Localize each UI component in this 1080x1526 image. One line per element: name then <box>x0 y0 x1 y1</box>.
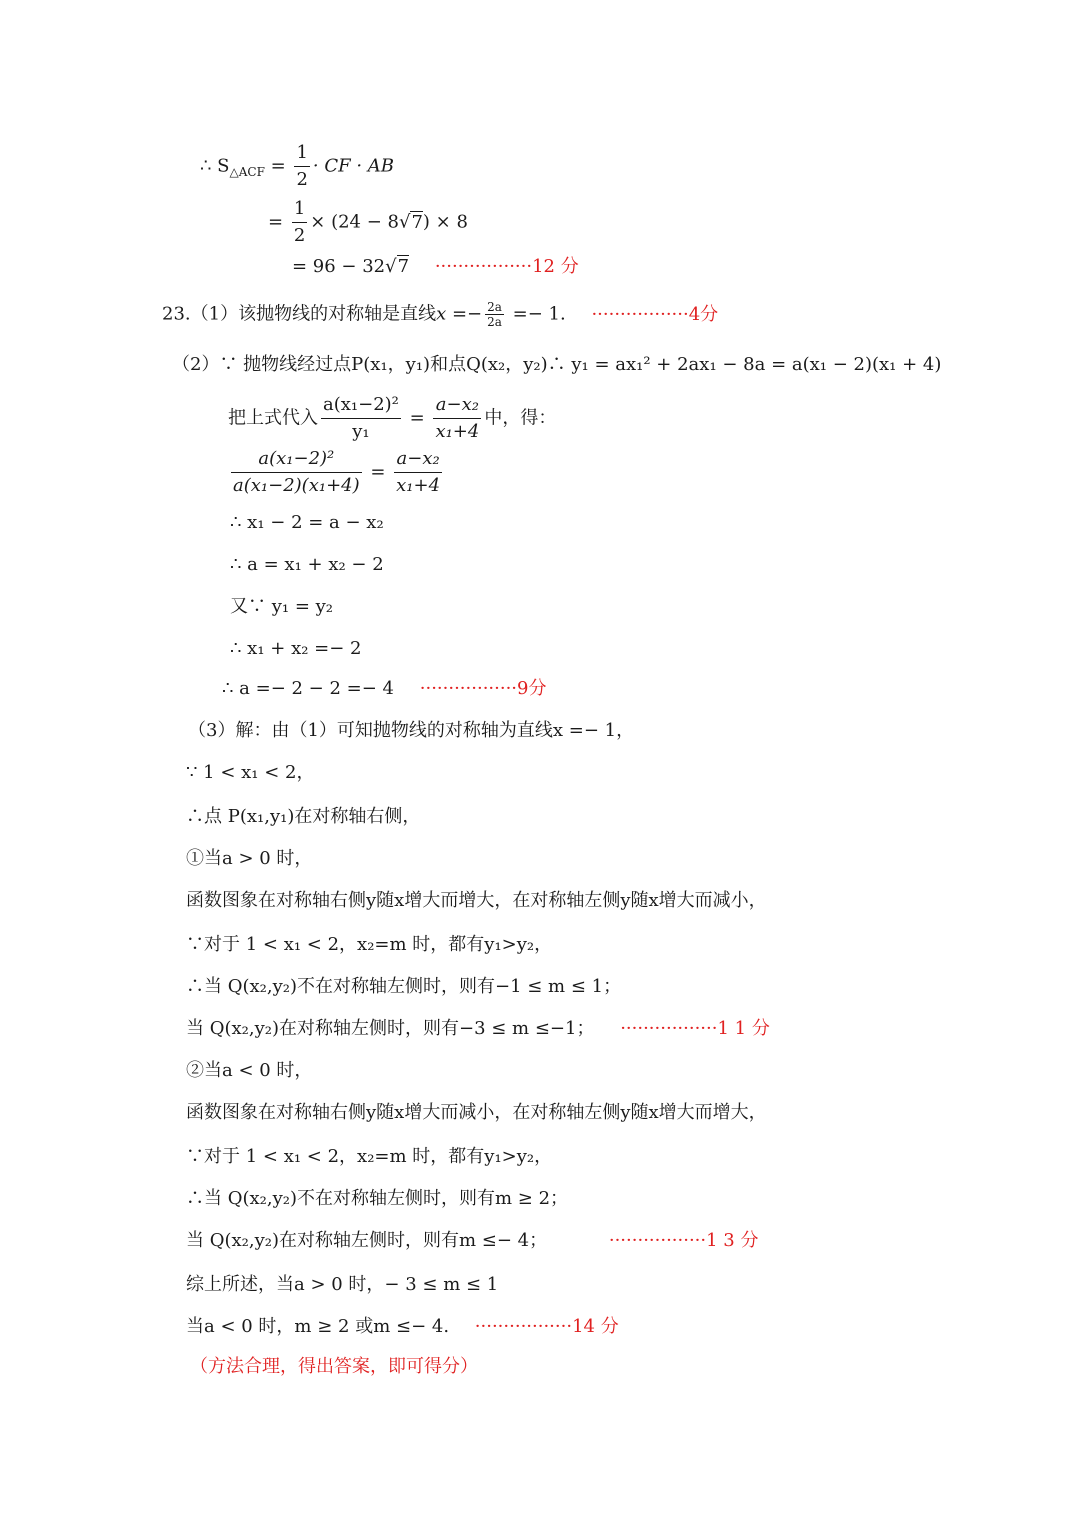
score-11: ·················1 1 分 <box>620 1018 770 1039</box>
score-9: ·················9分 <box>419 678 547 699</box>
sub-suffix: 中，得： <box>484 407 557 429</box>
p1-text: 23.（1）该抛物线的对称轴是直线 <box>162 303 437 325</box>
area-formula-line3: = 96 − 32√7 ·················12 分 <box>292 256 579 277</box>
p3-line-9: ②当a < 0 时， <box>186 1060 313 1081</box>
area-prefix: ∴ S <box>200 155 230 177</box>
fraction-half <box>294 140 309 193</box>
p3-line-6: ∵对于 1 < x₁ < 2，x₂=m 时，都有y₁>y₂， <box>186 934 553 955</box>
q23-part2-line: （2）∵ 抛物线经过点P(x₁，y₁)和点Q(x₂，y₂)∴ y₁ = ax₁² + 2ax₁ − 8a = a(x₁ − 2)(x₁ + 4) <box>172 354 942 375</box>
step-1: ∴ x₁ − 2 = a − x₂ <box>230 512 384 533</box>
step-5-text: ∴ a =− 2 − 2 =− 4 <box>222 678 395 699</box>
score-13: ·················1 3 分 <box>608 1230 759 1251</box>
q23-substitute-line <box>228 392 556 445</box>
p1-den: 2a <box>487 315 502 329</box>
score-4: ·················4分 <box>591 303 719 325</box>
step-2: ∴ a = x₁ + x₂ − 2 <box>230 554 384 575</box>
line3-text: = 96 − 32 <box>292 256 386 277</box>
line2-end: ) × 8 <box>422 211 468 233</box>
fraction-half-2 <box>292 196 307 249</box>
p3-line-5: 函数图象在对称轴右侧y随x增大而增大，在对称轴左侧y随x增大而减小， <box>186 890 767 911</box>
step-4: ∴ x₁ + x₂ =− 2 <box>230 638 362 659</box>
p3-line-14: 综上所述，当a > 0 时，− 3 ≤ m ≤ 1 <box>186 1274 499 1295</box>
step-3: 又∵ y₁ = y₂ <box>230 596 334 617</box>
p1-end: =− 1. <box>506 303 566 325</box>
sub-f2-num: a−x₂ <box>433 392 481 419</box>
area-formula-line1 <box>200 140 394 193</box>
score-12: ·················12 分 <box>434 256 579 277</box>
step-5 <box>222 676 546 702</box>
area-subscript: △ACF <box>229 165 265 180</box>
p1-fraction <box>485 300 504 329</box>
p1-eq: =− <box>446 303 483 325</box>
q23-fraction-equation <box>228 446 445 499</box>
grading-note: （方法合理，得出答案，即可得分） <box>190 1356 478 1377</box>
p3-line-4: ①当a > 0 时， <box>186 848 313 869</box>
p3-line-15 <box>186 1314 619 1340</box>
eq-frac3 <box>231 446 362 499</box>
line2-prefix: = <box>268 211 289 233</box>
eq-f4-num: a−x₂ <box>394 446 442 473</box>
sub-f2-den: x₁+4 <box>435 421 480 442</box>
eq-f3-den: a(x₁−2)(x₁+4) <box>233 475 360 496</box>
q23-part1 <box>162 300 718 329</box>
frac-den: 2 <box>296 169 308 190</box>
line2-rest: × (24 − 8 <box>310 211 399 233</box>
frac-den: 2 <box>293 225 306 246</box>
frac-num: 1 <box>294 140 309 167</box>
p1-num: 2a <box>487 300 502 314</box>
p3-line-13 <box>186 1228 758 1254</box>
sub-f1-den: y₁ <box>352 421 370 442</box>
eq-f4-den: x₁+4 <box>396 475 441 496</box>
p3-line-8-text: 当 Q(x₂,y₂)在对称轴左侧时，则有−3 ≤ m ≤−1； <box>186 1018 595 1039</box>
p3-line-12: ∴当 Q(x₂,y₂)不在对称轴左侧时，则有m ≥ 2； <box>186 1188 569 1209</box>
frac-num: 1 <box>292 196 307 223</box>
equals: = <box>264 155 292 177</box>
score-14: ·················14 分 <box>474 1316 619 1337</box>
p1-var: x <box>436 303 447 325</box>
sub-f1-num: a(x₁−2)² <box>321 392 401 419</box>
area-formula-line2: = $\frac{1}{2}$ × (24 − 8√7) × 8 <box>268 196 468 249</box>
p3-line-8 <box>186 1016 770 1042</box>
line2-sqrt: 7 <box>411 211 423 233</box>
line3-sqrt: 7 <box>397 256 410 277</box>
p3-line-1: （3）解：由（1）可知抛物线的对称轴为直线x =− 1， <box>188 720 635 741</box>
eq-frac4 <box>394 446 442 499</box>
p3-line-2: ∵ 1 < x₁ < 2， <box>186 762 315 783</box>
sub-eq: = <box>403 407 431 429</box>
sub-frac2 <box>433 392 481 445</box>
p3-line-11: ∵对于 1 < x₁ < 2，x₂=m 时，都有y₁>y₂， <box>186 1146 553 1167</box>
eq-sign: = <box>364 461 392 483</box>
sub-frac1 <box>321 392 401 445</box>
p3-line-3: ∴点 P(x₁,y₁)在对称轴右侧， <box>186 806 421 827</box>
p3-line-15-text: 当a < 0 时，m ≥ 2 或m ≤− 4. <box>186 1316 450 1337</box>
p3-line-10: 函数图象在对称轴右侧y随x增大而减小，在对称轴左侧y随x增大而增大， <box>186 1102 767 1123</box>
eq-f3-num: a(x₁−2)² <box>231 446 362 473</box>
area-rest: · CF · AB <box>312 155 395 177</box>
p3-line-7: ∴当 Q(x₂,y₂)不在对称轴左侧时，则有−1 ≤ m ≤ 1； <box>186 976 622 997</box>
p3-line-13-text: 当 Q(x₂,y₂)在对称轴左侧时，则有m ≤− 4； <box>186 1230 548 1251</box>
sub-prefix: 把上式代入 <box>228 407 318 429</box>
